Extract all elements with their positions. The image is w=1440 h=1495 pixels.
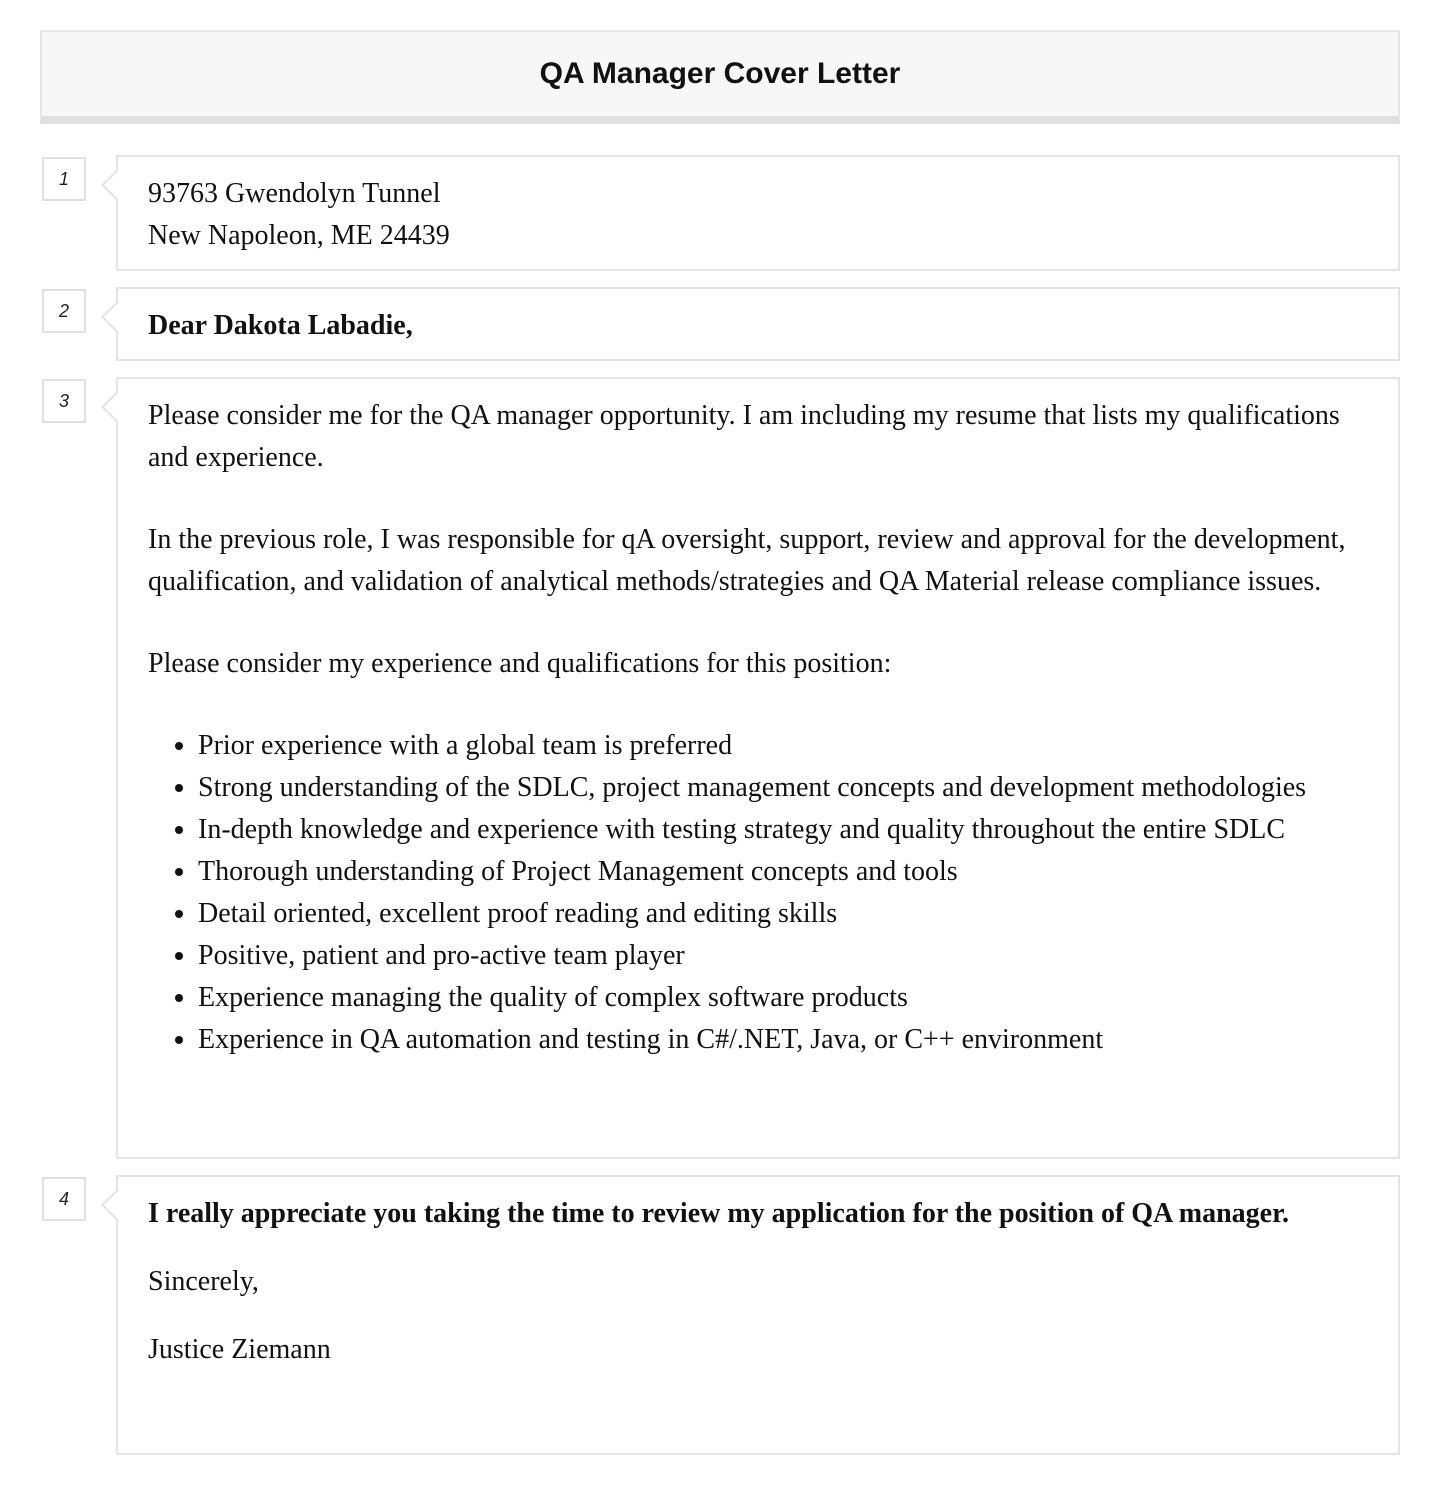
list-item: • Positive, patient and pro-active team player <box>198 935 1368 977</box>
greeting-box <box>116 287 1400 361</box>
greeting: Dear Dakota Labadie, <box>148 310 413 341</box>
qualifications-list <box>148 725 1368 1061</box>
closing-paragraph: I really appreciate you taking the time to review my application for the position of QA manager. <box>148 1198 1289 1229</box>
list-item: • Thorough understanding of Project Management concepts and tools <box>198 851 1368 893</box>
address-line-2: New Napoleon, ME 24439 <box>148 220 450 251</box>
list-item: • Detail oriented, excellent proof reading and editing skills <box>198 893 1368 935</box>
section-number: 1 <box>42 157 86 201</box>
list-item: • Strong understanding of the SDLC, project management concepts and development methodologies <box>198 767 1368 809</box>
address-line-1: 93763 Gwendolyn Tunnel <box>148 178 441 209</box>
body-paragraph: Please consider my experience and qualifications for this position: <box>148 648 892 679</box>
body-paragraph: Please consider me for the QA manager opportunity. I am including my resume that lists my qualifications and experience. <box>148 400 1340 473</box>
signature-name: Justice Ziemann <box>148 1334 331 1365</box>
list-item: • Experience in QA automation and testing in C#/.NET, Java, or C++ environment <box>198 1019 1368 1061</box>
section-number: 2 <box>42 289 86 333</box>
closing-box <box>116 1175 1400 1455</box>
list-item: • Experience managing the quality of complex software products <box>198 977 1368 1019</box>
list-item: • In-depth knowledge and experience with testing strategy and quality throughout the entire SDLC <box>198 809 1368 851</box>
signoff: Sincerely, <box>148 1266 259 1297</box>
section-number: 3 <box>42 379 86 423</box>
body-box <box>116 377 1400 1159</box>
list-item: • Prior experience with a global team is preferred <box>198 725 1368 767</box>
page-title: QA Manager Cover Letter <box>539 57 901 90</box>
address-box <box>116 155 1400 271</box>
section-number: 4 <box>42 1177 86 1221</box>
body-paragraph: In the previous role, I was responsible for qA oversight, support, review and approval for the development, qualification, and validation of analytical methods/strategies and QA Material release compliance issues. <box>148 524 1346 597</box>
page-header <box>40 30 1400 124</box>
